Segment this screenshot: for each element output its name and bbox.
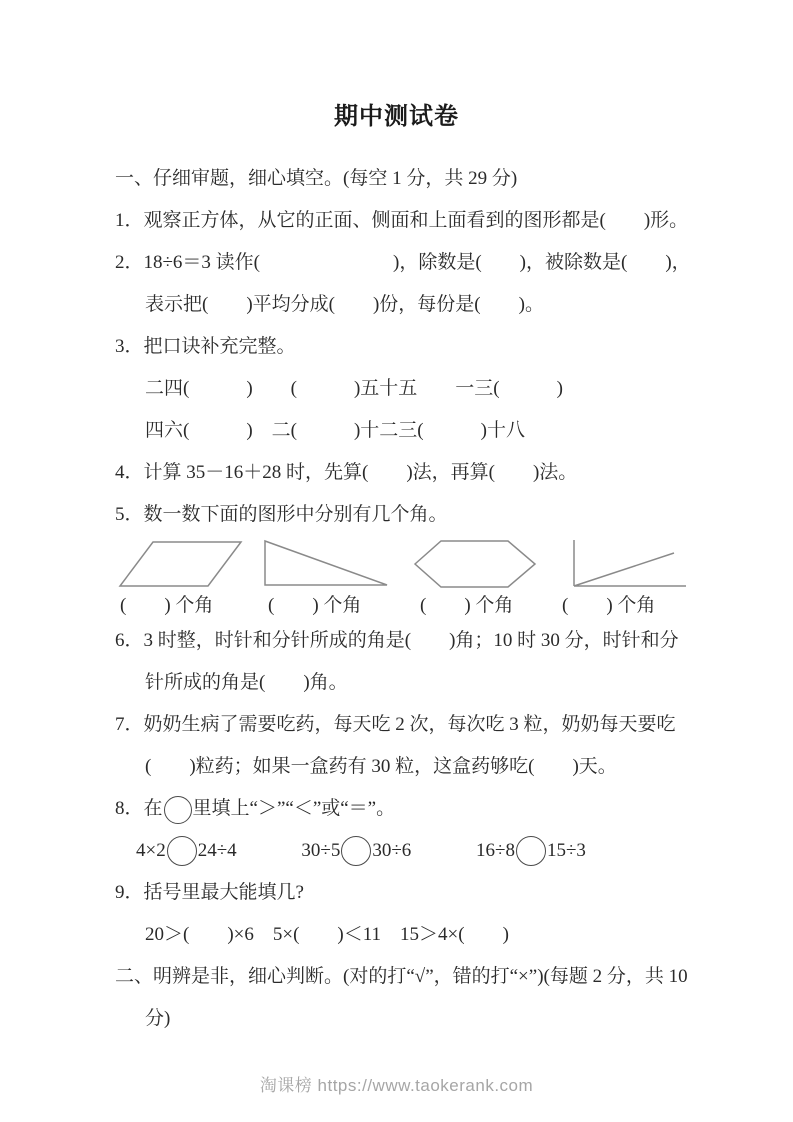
equation-pair — [301, 830, 411, 872]
page-title: 期中测试卷 — [334, 103, 459, 130]
comparison-circle — [167, 836, 197, 866]
question-9: 9．括号里最大能填几? — [115, 882, 304, 903]
angle-rays-icon — [554, 538, 690, 590]
angle-count-label: ( ) 个角 — [420, 595, 514, 616]
parallelogram-icon — [112, 538, 248, 590]
question-6-line2: 针所成的角是( )角。 — [145, 672, 348, 693]
figure-hexagon — [412, 536, 554, 620]
equation-left: 16÷8 — [476, 840, 515, 861]
question-8-prefix: 8．在 — [115, 798, 163, 819]
equation-left: 4×2 — [136, 840, 166, 861]
question-5-figures — [112, 536, 793, 620]
angle-count-label: ( ) 个角 — [120, 595, 214, 616]
section2-heading-line2: 分) — [145, 1008, 171, 1029]
equation-left: 30÷5 — [301, 840, 341, 861]
equation-right: 15÷3 — [546, 840, 586, 861]
question-6-line1: 6．3 时整，时针和分针所成的角是( )角；10 时 30 分，时针和分 — [115, 630, 679, 651]
right-triangle-icon — [260, 538, 392, 590]
question-8-suffix: 里填上“＞”“＜”或“＝”。 — [192, 798, 396, 819]
angle-count-label: ( ) 个角 — [268, 595, 362, 616]
equation-right: 30÷6 — [372, 840, 412, 861]
question-7-line1: 7．奶奶生病了需要吃药，每天吃 2 次，每次吃 3 粒，奶奶每天要吃 — [115, 714, 676, 735]
comparison-circle — [164, 796, 192, 824]
section1-heading: 一、仔细审题，细心填空。(每空 1 分，共 29 分) — [115, 168, 518, 189]
section2-heading-line1: 二、明辨是非，细心判断。(对的打“√”，错的打“×”)(每题 2 分，共 10 — [115, 966, 688, 987]
question-8 — [115, 788, 733, 830]
comparison-circle — [341, 836, 371, 866]
equation-right: 24÷4 — [197, 840, 237, 861]
question-8-equations — [136, 830, 793, 872]
question-9-row: 20＞( )×6 5×( )＜11 15＞4×( ) — [145, 924, 509, 945]
equation-pair — [476, 830, 586, 872]
comparison-circle — [516, 836, 546, 866]
figure-parallelogram — [112, 536, 260, 620]
question-3: 3．把口诀补充完整。 — [115, 336, 296, 357]
exam-body — [0, 158, 793, 1040]
question-3-row1: 二四( ) ( )五十五 一三( ) — [145, 378, 563, 399]
question-2-line2: 表示把( )平均分成( )份，每份是( )。 — [145, 294, 544, 315]
question-4: 4．计算 35－16＋28 时，先算( )法，再算( )法。 — [115, 462, 578, 483]
question-3-row2: 四六( ) 二( )十二三( )十八 — [145, 420, 525, 441]
question-5: 5．数一数下面的图形中分别有几个角。 — [115, 504, 448, 525]
question-7-line2: ( )粒药；如果一盒药有 30 粒，这盒药够吃( )天。 — [145, 756, 617, 777]
page-footer: 淘课榜 https://www.taokerank.com — [259, 1076, 534, 1095]
angle-count-label: ( ) 个角 — [562, 595, 656, 616]
hexagon-icon — [412, 538, 538, 590]
figure-angle-rays — [554, 536, 692, 620]
equation-pair — [136, 830, 237, 872]
question-2-line1: 2．18÷6＝3 读作( )，除数是( )，被除数是( )， — [115, 252, 691, 273]
question-1: 1．观察正方体，从它的正面、侧面和上面看到的图形都是( )形。 — [115, 210, 689, 231]
figure-right-triangle — [260, 536, 412, 620]
